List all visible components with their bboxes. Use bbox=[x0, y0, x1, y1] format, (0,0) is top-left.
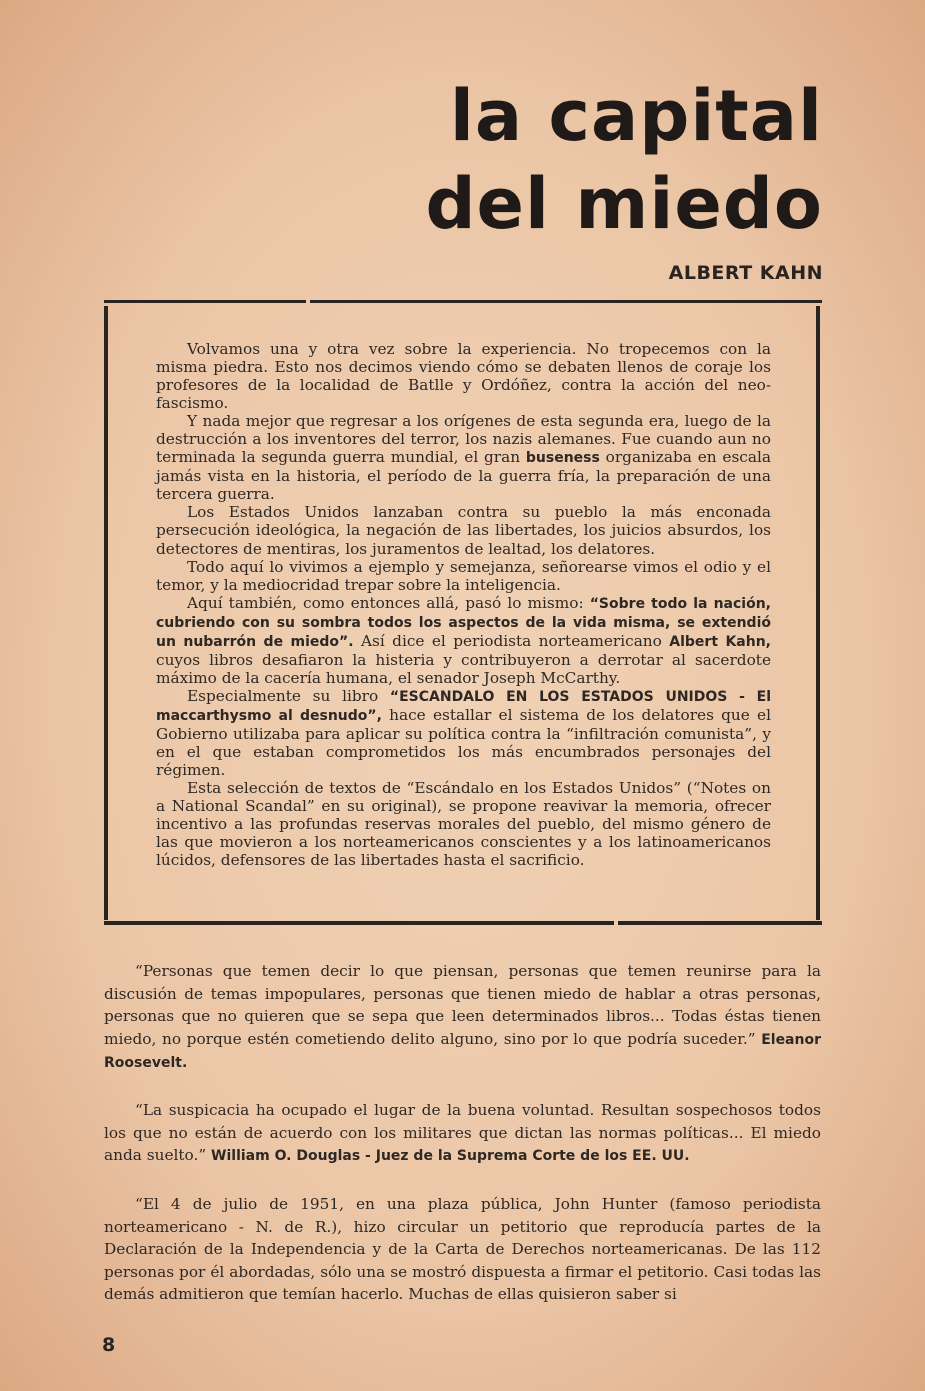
page-number: 8 bbox=[102, 1334, 116, 1356]
quote-douglas bbox=[104, 1099, 821, 1168]
article-title bbox=[425, 72, 823, 248]
bottom-rule-right bbox=[618, 921, 822, 925]
title-line-2: del miedo bbox=[425, 163, 823, 245]
quote-roosevelt bbox=[104, 960, 821, 1075]
intro-paragraph: Aquí también, como entonces allá, pasó lo mismo: “Sobre todo la nación, cubriendo con su sombra todos los aspectos de la vida misma, se extendió un nubarrón de miedo”. Así dice el periodista norteamericano Albert Kahn, cuyos libros desafiaron la histeria y contribuyeron a derrotar al sacerdote máximo de la cacería humana, el senador Joseph McCarthy. bbox=[156, 593, 771, 687]
quote-author: William O. Douglas - Juez de la Suprema Corte de los EE. UU. bbox=[211, 1148, 690, 1164]
intro-paragraph: Volvamos una y otra vez sobre la experiencia. No tropecemos con la misma piedra. Esto nos decimos viendo cómo se debaten llenos de coraje los profesores de la localidad de Batlle y Ordóñez, contra la acción del neo-fascismo. bbox=[156, 340, 771, 413]
intro-text bbox=[156, 340, 771, 869]
intro-paragraph: Especialmente su libro “ESCANDALO EN LOS ESTADOS UNIDOS - El maccarthysmo al desnudo”, hace estallar el sistema de los delatores que el Gobierno utilizaba para aplicar su política contra la “infiltración comunista”, y en el que estaban comprometidos los más encumbrados personajes del régimen. bbox=[156, 686, 771, 780]
quote-text: “La suspicacia ha ocupado el lugar de la buena voluntad. Resultan sospechosos todos los que no están de acuerdo con los militares que dictan las normas políticas... El miedo anda suelto.” bbox=[104, 1101, 821, 1164]
bottom-rule-left bbox=[104, 921, 614, 925]
intro-paragraph: Todo aquí lo vivimos a ejemplo y semejanza, señorearse vimos el odio y el temor, y la mediocridad trepar sobre la inteligencia. bbox=[156, 557, 771, 594]
quote-author: Eleanor Roosevelt. bbox=[104, 1031, 821, 1071]
intro-paragraph: Los Estados Unidos lanzaban contra su pueblo la más enconada persecución ideológica, la negación de las libertades, los juicios absurdos, los detectores de mentiras, los juramentos de lealtad, los delatores. bbox=[156, 503, 771, 558]
top-rule-right bbox=[310, 300, 822, 303]
quote-hunter bbox=[104, 1193, 821, 1306]
intro-paragraph: Esta selección de textos de “Escándalo en los Estados Unidos” (“Notes on a National Scandal” en su original), se propone reavivar la memoria, ofrecer incentivo a las profundas reservas morales del pueblo, del mismo género de las que movieron a los norteamericanos conscientes y a los latinoamericanos lúcidos, defensores de las libertades hasta el sacrificio. bbox=[156, 779, 771, 870]
top-rule-left bbox=[104, 300, 306, 303]
quote-text: “El 4 de julio de 1951, en una plaza pública, John Hunter (famoso periodista norteamericano - N. de R.), hizo circular un petitorio que reproducía partes de la Declaración de la Independencia y de la Carta de Derechos norteamericanas. De las 112 personas por él abordadas, sólo una se mostró dispuesta a firmar el petitorio. Casi todas las demás admitieron que temían hacerlo. Muchas de ellas quisieron saber si bbox=[104, 1195, 821, 1303]
author-name: ALBERT KAHN bbox=[668, 262, 823, 284]
intro-paragraph: Y nada mejor que regresar a los orígenes de esta segunda era, luego de la destrucción a los inventores del terror, los nazis alemanes. Fue cuando aun no terminada la segunda guerra mundial, el gran buseness organizaba en escala jamás vista en la historia, el período de la guerra fría, la preparación de una tercera guerra. bbox=[156, 412, 771, 504]
quote-text: “Personas que temen decir lo que piensan, personas que temen reunirse para la discusión de temas impopulares, personas que tienen miedo de hablar a otras personas, personas que no quieren que se sepa que leen determinados libros... Todas éstas tienen miedo, no porque estén cometiendo delito alguno, sino por lo que podría suceder.” bbox=[104, 962, 821, 1048]
title-line-1: la capital bbox=[449, 75, 823, 157]
